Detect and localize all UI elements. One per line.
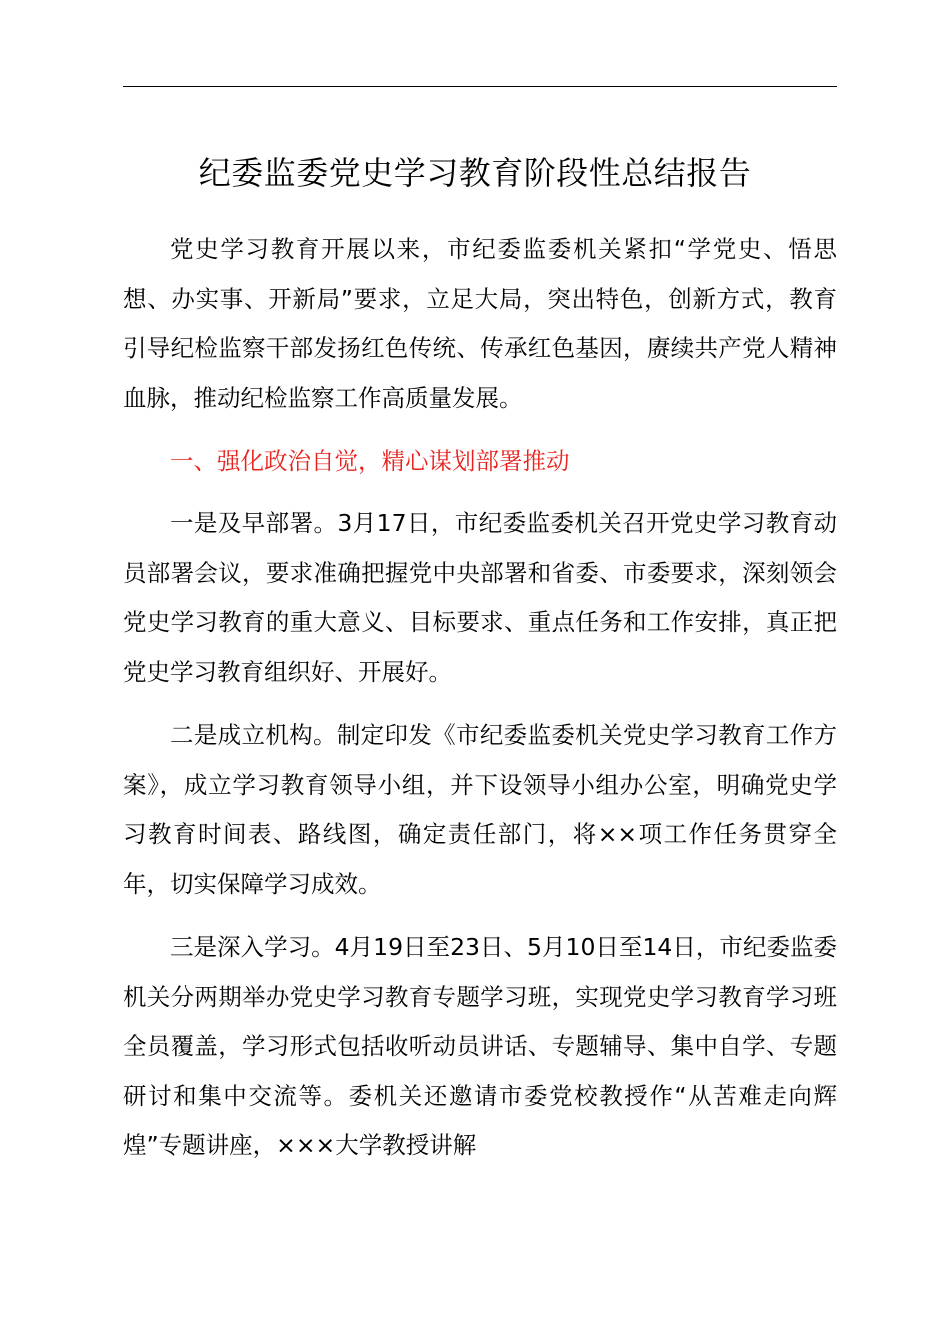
paragraph-in-depth-study: 三是深入学习。4月19日至23日、5月10日至14日，市纪委监委机关分两期举办党史学习教育专题学习班，实现党史学习教育学习班全员覆盖，学习形式包括收听动员讲话、专题辅导、集中自学、专题研讨和集中交流等。委机关还邀请市委党校教授作“从苦难走向辉煌”专题讲座，×××大学教授讲解	[123, 933, 837, 1160]
document-title: 纪委监委党史学习教育阶段性总结报告	[198, 154, 752, 192]
paragraph-establish-organization: 二是成立机构。制定印发《市纪委监委机关党史学习教育工作方案》，成立学习教育领导小组，并下设领导小组办公室，明确党史学习教育时间表、路线图，确定责任部门，将××项工作任务贯穿全年，切实保障学习成效。	[123, 721, 837, 898]
header-rule	[123, 86, 837, 87]
paragraph-early-deployment: 一是及早部署。3月17日，市纪委监委机关召开党史学习教育动员部署会议，要求准确把握党中央部署和省委、市委要求，深刻领会党史学习教育的重大意义、目标要求、重点任务和工作安排，真正把党史学习教育组织好、开展好。	[123, 509, 837, 686]
intro-paragraph: 党史学习教育开展以来，市纪委监委机关紧扣“学党史、悟思想、办实事、开新局”要求，立足大局，突出特色，创新方式，教育引导纪检监察干部发扬红色传统、传承红色基因，赓续共产党人精神血脉，推动纪检监察工作高质量发展。	[123, 235, 837, 412]
section-heading-1: 一、强化政治自觉，精心谋划部署推动	[170, 447, 570, 475]
